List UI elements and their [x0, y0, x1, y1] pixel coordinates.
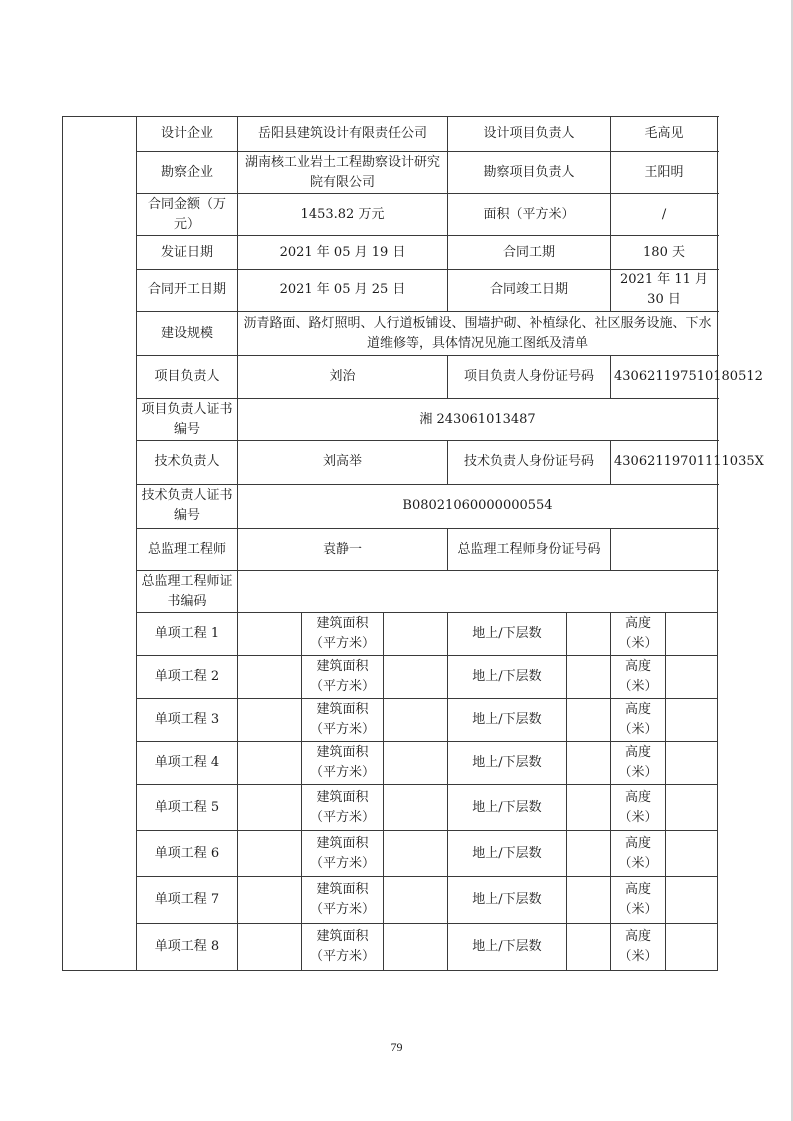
- scale-value: 沥青路面、路灯照明、人行道板铺设、围墙护砌、补植绿化、社区服务设施、下水道维修等，具体情况见施工图纸及清单: [238, 311, 718, 356]
- contract-period-label: 合同工期: [448, 236, 611, 270]
- chief-label: 总监理工程师: [137, 528, 238, 571]
- sub-project-row: [63, 698, 718, 741]
- pm-id-value: 430621197510180512: [611, 356, 718, 399]
- start-date-value: 2021 年 05 月 25 日: [238, 269, 448, 311]
- design-company-value: 岳阳县建筑设计有限责任公司: [238, 117, 448, 152]
- sub-project-floors-label: 地上/下层数: [448, 785, 567, 831]
- left-margin-cell: [63, 117, 137, 971]
- sub-project-area-value: [384, 613, 448, 656]
- sub-project-floors-value: [567, 613, 611, 656]
- sub-project-height-value: [666, 924, 718, 971]
- sub-project-height-value: [666, 656, 718, 699]
- completion-date-value: 2021 年 11 月 30 日: [611, 269, 718, 311]
- sub-project-blank: [238, 741, 302, 785]
- sub-project-area-label: 建筑面积（平方米）: [302, 785, 384, 831]
- chief-id-value: [611, 528, 718, 571]
- contract-amount-label: 合同金额（万元）: [137, 194, 238, 236]
- issue-date-label: 发证日期: [137, 236, 238, 270]
- sub-project-floors-label: 地上/下层数: [448, 613, 567, 656]
- tech-value: 刘高举: [238, 441, 448, 485]
- sub-project-height-value: [666, 877, 718, 924]
- sub-project-row: [63, 924, 718, 971]
- survey-company-label: 勘察企业: [137, 151, 238, 194]
- area-label: 面积（平方米）: [448, 194, 611, 236]
- sub-project-floors-label: 地上/下层数: [448, 656, 567, 699]
- sub-project-blank: [238, 698, 302, 741]
- sub-project-height-label: 高度（米）: [611, 613, 666, 656]
- sub-project-area-label: 建筑面积（平方米）: [302, 656, 384, 699]
- scale-label: 建设规模: [137, 311, 238, 356]
- area-value: /: [611, 194, 718, 236]
- sub-project-height-value: [666, 698, 718, 741]
- sub-project-row: [63, 613, 718, 656]
- design-pm-value: 毛高见: [611, 117, 718, 152]
- sub-project-height-value: [666, 613, 718, 656]
- sub-project-floors-label: 地上/下层数: [448, 877, 567, 924]
- sub-project-height-label: 高度（米）: [611, 656, 666, 699]
- sub-project-area-value: [384, 741, 448, 785]
- sub-project-area-label: 建筑面积（平方米）: [302, 698, 384, 741]
- sub-project-height-value: [666, 741, 718, 785]
- sub-project-height-value: [666, 831, 718, 877]
- sub-project-name: 单项工程 1: [137, 613, 238, 656]
- sub-project-height-label: 高度（米）: [611, 785, 666, 831]
- sub-project-row: [63, 831, 718, 877]
- sub-project-blank: [238, 785, 302, 831]
- chief-value: 袁静一: [238, 528, 448, 571]
- issue-date-value: 2021 年 05 月 19 日: [238, 236, 448, 270]
- sub-project-row: [63, 877, 718, 924]
- sub-project-floors-value: [567, 741, 611, 785]
- sub-project-height-label: 高度（米）: [611, 924, 666, 971]
- sub-project-height-label: 高度（米）: [611, 877, 666, 924]
- sub-project-floors-label: 地上/下层数: [448, 831, 567, 877]
- contract-period-value: 180 天: [611, 236, 718, 270]
- tech-cert-label: 技术负责人证书编号: [137, 484, 238, 528]
- sub-project-area-label: 建筑面积（平方米）: [302, 831, 384, 877]
- sub-project-area-label: 建筑面积（平方米）: [302, 613, 384, 656]
- sub-project-floors-value: [567, 831, 611, 877]
- sub-project-name: 单项工程 7: [137, 877, 238, 924]
- project-info-table: [62, 116, 764, 971]
- sub-project-height-label: 高度（米）: [611, 698, 666, 741]
- design-pm-label: 设计项目负责人: [448, 117, 611, 152]
- sub-project-name: 单项工程 5: [137, 785, 238, 831]
- chief-id-label: 总监理工程师身份证号码: [448, 528, 611, 571]
- sub-project-name: 单项工程 3: [137, 698, 238, 741]
- sub-project-area-label: 建筑面积（平方米）: [302, 741, 384, 785]
- sub-project-height-label: 高度（米）: [611, 741, 666, 785]
- chief-cert-label: 总监理工程师证书编码: [137, 571, 238, 613]
- design-company-label: 设计企业: [137, 117, 238, 152]
- pm-label: 项目负责人: [137, 356, 238, 399]
- page-number: 79: [390, 1040, 403, 1054]
- sub-project-blank: [238, 831, 302, 877]
- sub-project-floors-label: 地上/下层数: [448, 698, 567, 741]
- survey-company-value: 湖南核工业岩土工程勘察设计研究院有限公司: [238, 151, 448, 194]
- tech-cert-value: B08021060000000554: [238, 484, 718, 528]
- tech-label: 技术负责人: [137, 441, 238, 485]
- sub-project-name: 单项工程 4: [137, 741, 238, 785]
- pm-cert-value: 湘 243061013487: [238, 399, 718, 441]
- sub-project-name: 单项工程 6: [137, 831, 238, 877]
- sub-project-row: [63, 741, 718, 785]
- sub-project-floors-label: 地上/下层数: [448, 924, 567, 971]
- sub-project-floors-value: [567, 656, 611, 699]
- pm-value: 刘治: [238, 356, 448, 399]
- sub-project-floors-value: [567, 877, 611, 924]
- sub-project-area-value: [384, 698, 448, 741]
- sub-project-floors-label: 地上/下层数: [448, 741, 567, 785]
- start-date-label: 合同开工日期: [137, 269, 238, 311]
- completion-date-label: 合同竣工日期: [448, 269, 611, 311]
- pm-id-label: 项目负责人身份证号码: [448, 356, 611, 399]
- sub-project-area-value: [384, 785, 448, 831]
- sub-project-name: 单项工程 8: [137, 924, 238, 971]
- sub-project-area-label: 建筑面积（平方米）: [302, 877, 384, 924]
- sub-project-area-value: [384, 877, 448, 924]
- sub-project-blank: [238, 877, 302, 924]
- sub-project-floors-value: [567, 698, 611, 741]
- sub-project-blank: [238, 924, 302, 971]
- sub-project-area-value: [384, 831, 448, 877]
- survey-pm-label: 勘察项目负责人: [448, 151, 611, 194]
- contract-amount-value: 1453.82 万元: [238, 194, 448, 236]
- sub-project-blank: [238, 613, 302, 656]
- sub-project-height-value: [666, 785, 718, 831]
- tech-id-label: 技术负责人身份证号码: [448, 441, 611, 485]
- sub-project-area-value: [384, 656, 448, 699]
- sub-project-height-label: 高度（米）: [611, 831, 666, 877]
- sub-project-floors-value: [567, 924, 611, 971]
- sub-project-blank: [238, 656, 302, 699]
- sub-project-row: [63, 656, 718, 699]
- sub-project-area-value: [384, 924, 448, 971]
- sub-project-row: [63, 785, 718, 831]
- sub-project-floors-value: [567, 785, 611, 831]
- pm-cert-label: 项目负责人证书编号: [137, 399, 238, 441]
- sub-project-name: 单项工程 2: [137, 656, 238, 699]
- survey-pm-value: 王阳明: [611, 151, 718, 194]
- tech-id-value: 43062119701111035X: [611, 441, 718, 485]
- sub-project-area-label: 建筑面积（平方米）: [302, 924, 384, 971]
- chief-cert-value: [238, 571, 718, 613]
